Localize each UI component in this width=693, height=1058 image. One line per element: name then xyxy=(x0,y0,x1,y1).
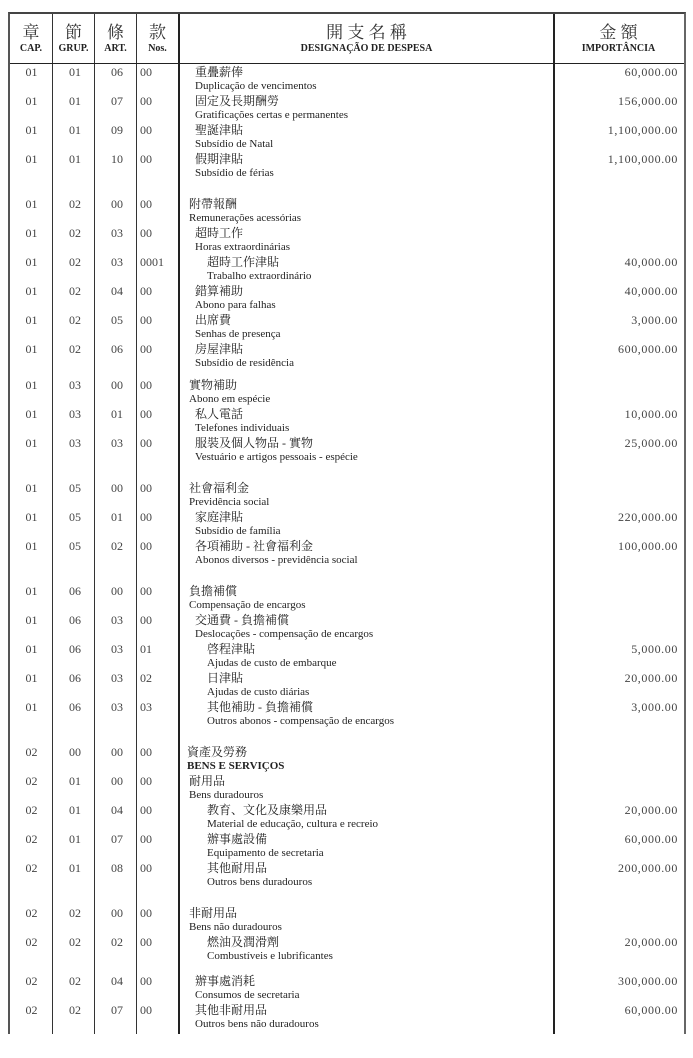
art-code: 01 xyxy=(111,407,123,421)
designation-zh: 重疊薪俸 xyxy=(195,65,244,79)
designation-zh: 日津貼 xyxy=(207,671,244,685)
designation xyxy=(187,436,565,465)
table-section xyxy=(10,197,684,371)
designation-zh: 其他耐用品 xyxy=(207,861,268,875)
cap-code: 01 xyxy=(25,481,38,495)
art-code: 10 xyxy=(111,152,123,166)
nos-code: 00 xyxy=(140,539,152,553)
cap-code: 01 xyxy=(25,378,38,392)
art-code: 03 xyxy=(111,613,123,627)
cap-code: 01 xyxy=(25,642,38,656)
designation-pt: Equipamento de secretaria xyxy=(207,847,324,859)
designation xyxy=(187,65,565,94)
table-section xyxy=(10,65,684,181)
header-cap-zh: 章 xyxy=(22,23,40,42)
nos-code: 00 xyxy=(140,284,152,298)
designation xyxy=(187,642,577,671)
grup-code: 05 xyxy=(69,481,81,495)
cap-code: 01 xyxy=(25,123,38,137)
nos-code: 00 xyxy=(140,803,152,817)
art-code: 07 xyxy=(111,94,123,108)
cap-code: 01 xyxy=(25,255,38,269)
designation xyxy=(187,861,577,890)
designation-zh: 錯算補助 xyxy=(195,284,244,298)
table-row xyxy=(10,906,684,935)
designation-pt: Senhas de presença xyxy=(195,328,281,340)
grup-code: 06 xyxy=(69,671,81,685)
art-code: 02 xyxy=(111,935,123,949)
grup-code: 02 xyxy=(69,974,81,988)
grup-code: 03 xyxy=(69,407,81,421)
art-code: 02 xyxy=(111,539,123,553)
amount: 20,000.00 xyxy=(624,671,678,685)
table-row xyxy=(10,510,684,539)
designation-pt: Vestuário e artigos pessoais - espécie xyxy=(195,451,358,463)
designation-zh: 超時工作 xyxy=(195,226,244,240)
table-row xyxy=(10,671,684,700)
cap-code: 01 xyxy=(25,313,38,327)
nos-code: 00 xyxy=(140,832,152,846)
art-code: 04 xyxy=(111,974,123,988)
grup-code: 01 xyxy=(69,803,81,817)
designation-pt: Combustíveis e lubrificantes xyxy=(207,950,333,962)
amount: 3,000.00 xyxy=(631,700,678,714)
cap-code: 01 xyxy=(25,284,38,298)
grup-code: 02 xyxy=(69,313,81,327)
designation-pt: Subsídio de família xyxy=(195,525,281,537)
amount: 156,000.00 xyxy=(618,94,678,108)
header-cap-pt: CAP. xyxy=(19,43,43,54)
cap-code: 01 xyxy=(25,226,38,240)
designation-zh: 負擔補償 xyxy=(189,584,238,598)
designation xyxy=(187,152,565,181)
art-code: 01 xyxy=(111,510,123,524)
table-section xyxy=(10,378,684,465)
cap-code: 02 xyxy=(25,745,38,759)
nos-code: 00 xyxy=(140,906,152,920)
designation xyxy=(187,197,559,226)
designation-zh: 服裝及個人物品 - 實物 xyxy=(195,436,313,450)
amount: 1,100,000.00 xyxy=(607,152,678,166)
cap-code: 01 xyxy=(25,436,38,450)
table-section xyxy=(10,481,684,568)
designation-pt: Remunerações acessórias xyxy=(189,212,302,224)
header-nos-pt: Nos. xyxy=(148,43,167,54)
table-row xyxy=(10,436,684,465)
grup-code: 01 xyxy=(69,861,81,875)
designation-zh: 啓程津貼 xyxy=(207,642,256,656)
designation-pt: Outros bens duradouros xyxy=(207,876,313,888)
designation xyxy=(187,906,559,935)
designation xyxy=(187,313,565,342)
table-header xyxy=(10,14,684,64)
header-amount-zh: 金 額 xyxy=(599,23,638,42)
grup-code: 02 xyxy=(69,284,81,298)
nos-code: 00 xyxy=(140,378,152,392)
art-code: 08 xyxy=(111,861,123,875)
header-cap xyxy=(10,14,52,63)
designation xyxy=(187,745,557,774)
table-row xyxy=(10,1003,684,1032)
designation-pt: Outros bens não duradouros xyxy=(195,1018,319,1030)
cap-code: 01 xyxy=(25,65,38,79)
nos-code: 00 xyxy=(140,1003,152,1017)
table-row xyxy=(10,539,684,568)
nos-code: 00 xyxy=(140,197,152,211)
designation-zh: 固定及長期酬勞 xyxy=(195,94,280,108)
art-code: 03 xyxy=(111,642,123,656)
grup-code: 02 xyxy=(69,935,81,949)
art-code: 09 xyxy=(111,123,123,137)
art-code: 03 xyxy=(111,436,123,450)
designation-zh: 社會福利金 xyxy=(189,481,250,495)
nos-code: 00 xyxy=(140,94,152,108)
designation-pt: Subsídio de residência xyxy=(195,357,294,369)
art-code: 03 xyxy=(111,671,123,685)
amount: 20,000.00 xyxy=(624,803,678,817)
art-code: 04 xyxy=(111,284,123,298)
designation xyxy=(187,974,565,1003)
amount: 60,000.00 xyxy=(624,832,678,846)
table-row xyxy=(10,284,684,313)
art-code: 03 xyxy=(111,226,123,240)
cap-code: 01 xyxy=(25,510,38,524)
designation-zh: 實物補助 xyxy=(189,378,238,392)
table-row xyxy=(10,65,684,94)
amount: 10,000.00 xyxy=(624,407,678,421)
designation-pt: Trabalho extraordinário xyxy=(207,270,312,282)
amount: 200,000.00 xyxy=(618,861,678,875)
cap-code: 01 xyxy=(25,407,38,421)
nos-code: 02 xyxy=(140,671,152,685)
designation-zh: 燃油及潤滑劑 xyxy=(207,935,280,949)
grup-code: 02 xyxy=(69,1003,81,1017)
amount: 60,000.00 xyxy=(624,1003,678,1017)
table-row xyxy=(10,861,684,890)
cap-code: 01 xyxy=(25,197,38,211)
amount: 5,000.00 xyxy=(631,642,678,656)
cap-code: 01 xyxy=(25,671,38,685)
amount: 1,100,000.00 xyxy=(607,123,678,137)
designation-pt: Abono para falhas xyxy=(195,299,276,311)
designation-pt: Subsídio de Natal xyxy=(195,138,274,150)
nos-code: 00 xyxy=(140,861,152,875)
cap-code: 02 xyxy=(25,1003,38,1017)
designation-pt: Material de educação, cultura e recreio xyxy=(207,818,379,830)
designation-pt: Deslocações - compensação de encargos xyxy=(195,628,374,640)
designation xyxy=(187,613,565,642)
amount: 600,000.00 xyxy=(618,342,678,356)
art-code: 00 xyxy=(111,584,123,598)
grup-code: 05 xyxy=(69,510,81,524)
designation-zh: 交通費 - 負擔補償 xyxy=(195,613,289,627)
grup-code: 02 xyxy=(69,342,81,356)
table-row xyxy=(10,974,684,1003)
table-row xyxy=(10,584,684,613)
nos-code: 00 xyxy=(140,745,152,759)
art-code: 00 xyxy=(111,906,123,920)
grup-code: 06 xyxy=(69,584,81,598)
table-row xyxy=(10,342,684,371)
designation xyxy=(187,94,565,123)
grup-code: 01 xyxy=(69,65,81,79)
header-amount-pt: IMPORTÂNCIA xyxy=(581,43,656,54)
designation xyxy=(187,539,565,568)
nos-code: 00 xyxy=(140,584,152,598)
table-row xyxy=(10,935,684,964)
grup-code: 01 xyxy=(69,832,81,846)
designation xyxy=(187,1003,565,1032)
art-code: 07 xyxy=(111,1003,123,1017)
grup-code: 02 xyxy=(69,226,81,240)
cap-code: 01 xyxy=(25,584,38,598)
header-grup xyxy=(53,14,94,63)
designation-pt: Previdência social xyxy=(189,496,270,508)
table-row xyxy=(10,407,684,436)
table-section xyxy=(10,906,684,1032)
table-row xyxy=(10,613,684,642)
nos-code: 00 xyxy=(140,123,152,137)
designation-pt: Consumos de secretaria xyxy=(195,989,300,1001)
amount: 220,000.00 xyxy=(618,510,678,524)
designation-pt: Compensação de encargos xyxy=(189,599,306,611)
header-designation-pt: DESIGNAÇÃO DE DESPESA xyxy=(300,43,433,54)
table-row xyxy=(10,774,684,803)
header-nos-zh: 款 xyxy=(149,23,166,42)
table-row xyxy=(10,803,684,832)
cap-code: 01 xyxy=(25,613,38,627)
table-body xyxy=(10,65,684,1048)
designation xyxy=(187,123,565,152)
cap-code: 02 xyxy=(25,803,38,817)
nos-code: 00 xyxy=(140,342,152,356)
art-code: 00 xyxy=(111,197,123,211)
amount: 3,000.00 xyxy=(631,313,678,327)
art-code: 03 xyxy=(111,700,123,714)
designation-zh: 資產及勞務 xyxy=(187,745,248,759)
grup-code: 06 xyxy=(69,642,81,656)
designation xyxy=(187,935,577,964)
art-code: 07 xyxy=(111,832,123,846)
header-art-pt: ART. xyxy=(104,43,127,54)
cap-code: 02 xyxy=(25,974,38,988)
cap-code: 02 xyxy=(25,774,38,788)
header-designation xyxy=(180,14,553,63)
designation-zh: 教育、文化及康樂用品 xyxy=(207,803,328,817)
table-row xyxy=(10,197,684,226)
grup-code: 01 xyxy=(69,774,81,788)
nos-code: 00 xyxy=(140,510,152,524)
cap-code: 02 xyxy=(25,935,38,949)
table-row xyxy=(10,152,684,181)
grup-code: 01 xyxy=(69,123,81,137)
table-row xyxy=(10,700,684,729)
designation-pt: Duplicação de vencimentos xyxy=(195,80,317,92)
designation-pt: Abonos diversos - previdência social xyxy=(195,554,358,566)
nos-code: 00 xyxy=(140,152,152,166)
nos-code: 00 xyxy=(140,436,152,450)
cap-code: 01 xyxy=(25,152,38,166)
header-designation-zh: 開 支 名 稱 xyxy=(326,23,407,42)
amount: 40,000.00 xyxy=(624,255,678,269)
designation xyxy=(187,226,565,255)
designation-pt: Ajudas de custo diárias xyxy=(207,686,310,698)
amount: 20,000.00 xyxy=(624,935,678,949)
designation-zh: 家庭津貼 xyxy=(195,510,244,524)
designation-zh: 附帶報酬 xyxy=(189,197,238,211)
designation-zh: 其他非耐用品 xyxy=(195,1003,268,1017)
designation xyxy=(187,584,559,613)
table-row xyxy=(10,94,684,123)
designation xyxy=(187,510,565,539)
table-row xyxy=(10,255,684,284)
designation-zh: 辦事處消耗 xyxy=(195,974,256,988)
designation-pt: Subsídio de férias xyxy=(195,167,274,179)
cap-code: 02 xyxy=(25,832,38,846)
grup-code: 02 xyxy=(69,906,81,920)
nos-code: 00 xyxy=(140,974,152,988)
grup-code: 02 xyxy=(69,197,81,211)
designation-pt: Gratificações certas e permanentes xyxy=(195,109,348,121)
art-code: 06 xyxy=(111,65,123,79)
designation xyxy=(187,342,565,371)
amount: 40,000.00 xyxy=(624,284,678,298)
header-art-zh: 條 xyxy=(107,23,124,42)
designation-pt: BENS E SERVIÇOS xyxy=(187,760,285,772)
designation-pt: Bens não duradouros xyxy=(189,921,282,933)
designation xyxy=(187,284,565,313)
amount: 300,000.00 xyxy=(618,974,678,988)
designation-zh: 房屋津貼 xyxy=(195,342,244,356)
nos-code: 00 xyxy=(140,313,152,327)
nos-code: 00 xyxy=(140,226,152,240)
grup-code: 02 xyxy=(69,255,81,269)
designation xyxy=(187,481,559,510)
designation xyxy=(187,671,577,700)
designation-pt: Horas extraordinárias xyxy=(195,241,290,253)
designation xyxy=(187,774,559,803)
header-amount xyxy=(555,14,682,63)
grup-code: 05 xyxy=(69,539,81,553)
cap-code: 01 xyxy=(25,342,38,356)
table-section xyxy=(10,745,684,890)
header-grup-pt: GRUP. xyxy=(58,43,89,54)
table-row xyxy=(10,832,684,861)
designation-zh: 其他補助 - 負擔補償 xyxy=(207,700,313,714)
art-code: 06 xyxy=(111,342,123,356)
grup-code: 06 xyxy=(69,700,81,714)
designation-zh: 辦事處設備 xyxy=(207,832,268,846)
designation xyxy=(187,255,577,284)
cap-code: 01 xyxy=(25,700,38,714)
nos-code: 0001 xyxy=(140,255,164,269)
grup-code: 06 xyxy=(69,613,81,627)
art-code: 04 xyxy=(111,803,123,817)
nos-code: 00 xyxy=(140,613,152,627)
designation-pt: Ajudas de custo de embarque xyxy=(207,657,337,669)
art-code: 00 xyxy=(111,745,123,759)
designation xyxy=(187,832,577,861)
designation xyxy=(187,378,559,407)
amount: 25,000.00 xyxy=(624,436,678,450)
art-code: 00 xyxy=(111,774,123,788)
nos-code: 03 xyxy=(140,700,152,714)
nos-code: 00 xyxy=(140,935,152,949)
table-section xyxy=(10,584,684,729)
designation xyxy=(187,700,577,729)
table-row xyxy=(10,642,684,671)
cap-code: 02 xyxy=(25,906,38,920)
grup-code: 00 xyxy=(69,745,81,759)
header-grup-zh: 節 xyxy=(65,23,82,42)
grup-code: 03 xyxy=(69,378,81,392)
nos-code: 00 xyxy=(140,407,152,421)
table-row xyxy=(10,481,684,510)
cap-code: 02 xyxy=(25,861,38,875)
table-row xyxy=(10,313,684,342)
designation-pt: Outros abonos - compensação de encargos xyxy=(207,715,395,727)
nos-code: 01 xyxy=(140,642,152,656)
designation xyxy=(187,407,565,436)
designation-pt: Abono em espécie xyxy=(189,393,271,405)
budget-table xyxy=(8,12,686,1034)
art-code: 00 xyxy=(111,378,123,392)
designation-zh: 假期津貼 xyxy=(195,152,244,166)
amount: 60,000.00 xyxy=(624,65,678,79)
designation-zh: 各項補助 - 社會福利金 xyxy=(195,539,313,553)
grup-code: 03 xyxy=(69,436,81,450)
art-code: 03 xyxy=(111,255,123,269)
table-row xyxy=(10,378,684,407)
designation xyxy=(187,803,577,832)
art-code: 05 xyxy=(111,313,123,327)
nos-code: 00 xyxy=(140,481,152,495)
header-art xyxy=(95,14,136,63)
grup-code: 01 xyxy=(69,94,81,108)
nos-code: 00 xyxy=(140,65,152,79)
table-row xyxy=(10,226,684,255)
amount: 100,000.00 xyxy=(618,539,678,553)
designation-pt: Bens duradouros xyxy=(189,789,264,801)
designation-zh: 耐用品 xyxy=(189,774,226,788)
cap-code: 01 xyxy=(25,94,38,108)
designation-zh: 超時工作津貼 xyxy=(207,255,280,269)
nos-code: 00 xyxy=(140,774,152,788)
designation-pt: Telefones individuais xyxy=(195,422,290,434)
designation-zh: 聖誕津貼 xyxy=(195,123,244,137)
designation-zh: 出席費 xyxy=(195,313,232,327)
table-row xyxy=(10,123,684,152)
art-code: 00 xyxy=(111,481,123,495)
header-nos xyxy=(137,14,178,63)
designation-zh: 私人電話 xyxy=(195,407,244,421)
table-row xyxy=(10,745,684,774)
grup-code: 01 xyxy=(69,152,81,166)
cap-code: 01 xyxy=(25,539,38,553)
designation-zh: 非耐用品 xyxy=(189,906,238,920)
